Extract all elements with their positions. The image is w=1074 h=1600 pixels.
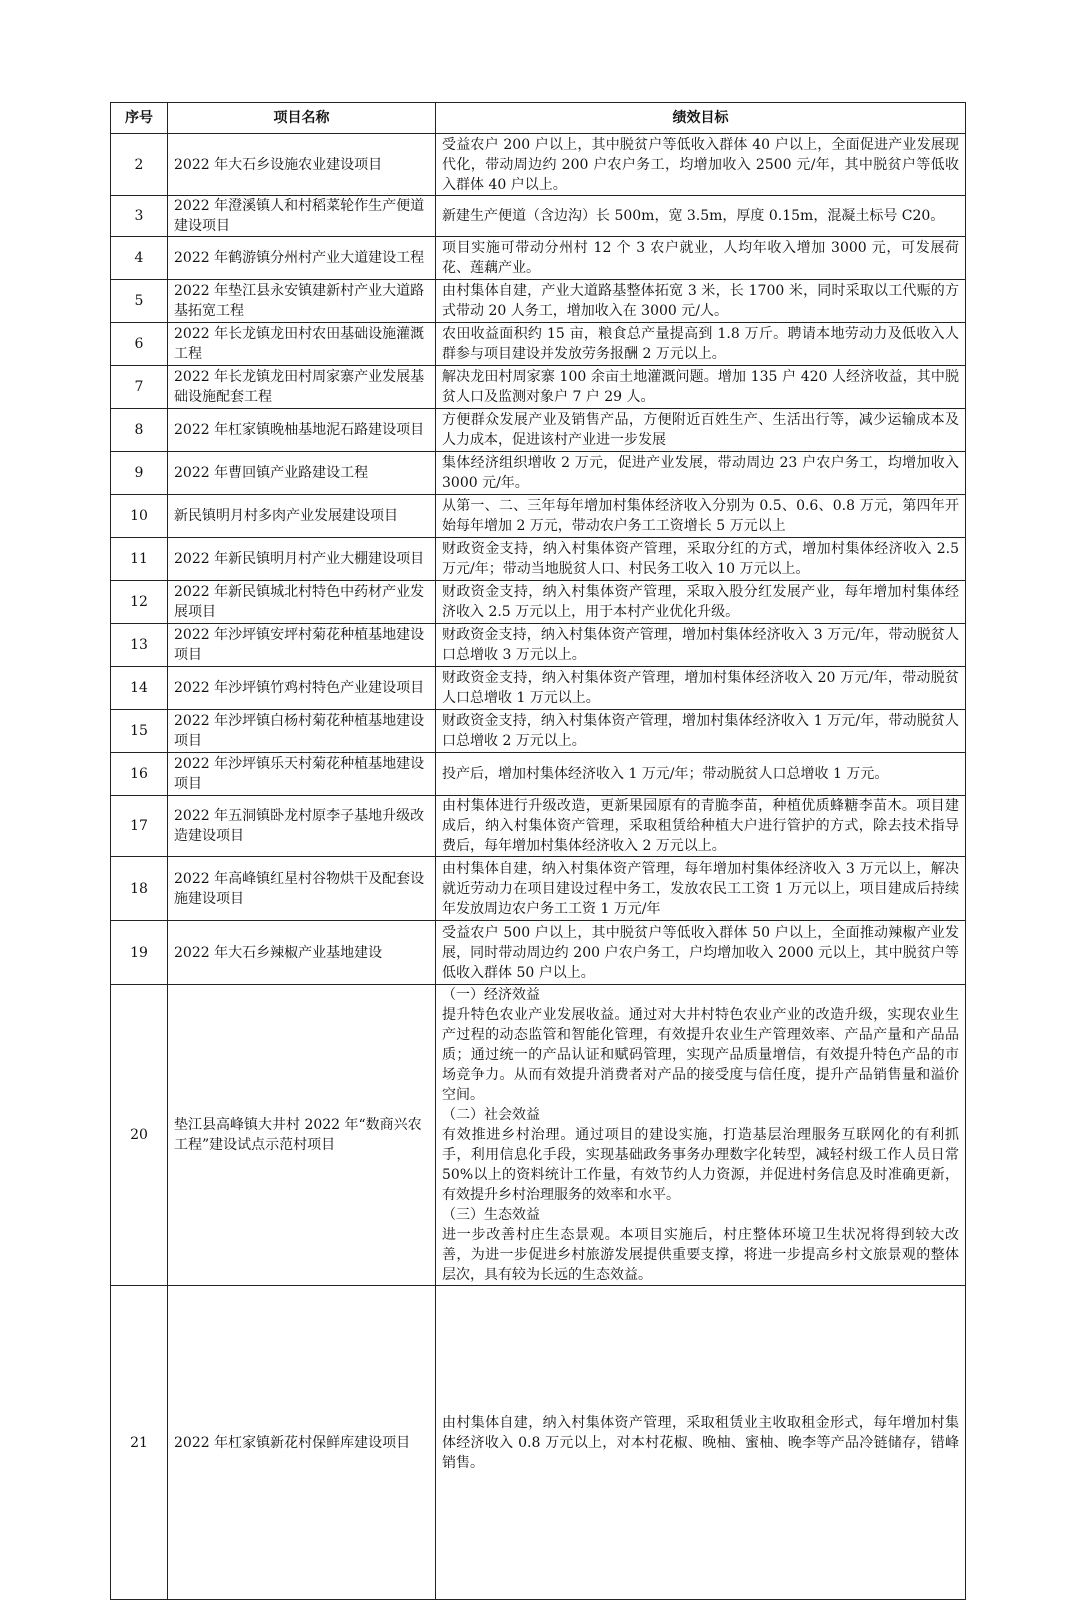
goal-paragraph: 进一步改善村庄生态景观。本项目实施后，村庄整体环境卫生状况将得到较大改善，为进一步促进乡村旅游发展提供重要支撑，将进一步提高乡村文旅景观的整体层次，具有较为长远的生态效益。 <box>442 1227 959 1283</box>
table-row <box>111 921 966 985</box>
row-performance-goal <box>436 753 966 796</box>
row-serial-number: 4 <box>111 237 168 280</box>
row-serial-number: 20 <box>111 985 168 1286</box>
row-serial-number: 17 <box>111 796 168 857</box>
row-project-name: 垫江县高峰镇大井村 2022 年“数商兴农工程”建设试点示范村项目 <box>168 985 436 1286</box>
table-row <box>111 710 966 753</box>
row-serial-number: 16 <box>111 753 168 796</box>
table-row <box>111 409 966 452</box>
goal-paragraph: 财政资金支持，纳入村集体资产管理，增加村集体经济收入 1 万元/年，带动脱贫人口总增收 2 万元以上。 <box>442 713 959 749</box>
row-project-name: 2022 年沙坪镇竹鸡村特色产业建设项目 <box>168 667 436 710</box>
row-serial-number: 9 <box>111 452 168 495</box>
goal-paragraph: （三）生态效益 <box>442 1207 540 1223</box>
goal-paragraph: 财政资金支持，纳入村集体资产管理，采取分红的方式，增加村集体经济收入 2.5 万元/年；带动当地脱贫人口、村民务工收入 10 万元以上。 <box>442 541 959 577</box>
table-row <box>111 667 966 710</box>
table-row <box>111 985 966 1286</box>
row-serial-number: 15 <box>111 710 168 753</box>
table-row <box>111 452 966 495</box>
row-project-name: 新民镇明月村多肉产业发展建设项目 <box>168 495 436 538</box>
goal-paragraph: 解决龙田村周家寨 100 余亩土地灌溉问题。增加 135 户 420 人经济收益，其中脱贫人口及监测对象户 7 户 29 人。 <box>442 369 959 405</box>
row-project-name: 2022 年鹤游镇分州村产业大道建设工程 <box>168 237 436 280</box>
row-project-name: 2022 年沙坪镇白杨村菊花种植基地建设项目 <box>168 710 436 753</box>
goal-paragraph: 财政资金支持，纳入村集体资产管理，增加村集体经济收入 3 万元/年，带动脱贫人口总增收 3 万元以上。 <box>442 627 959 663</box>
table-row <box>111 134 966 196</box>
table-row <box>111 624 966 667</box>
row-serial-number: 6 <box>111 323 168 366</box>
goal-paragraph: 有效推进乡村治理。通过项目的建设实施，打造基层治理服务互联网化的有利抓手，利用信息化手段，实现基础政务事务办理数字化转型，减轻村级工作人员日常 50%以上的资料统计工作量，有效节约人力资源，并促进村务信息及时准确更新，有效提升乡村治理服务的效率和水平。 <box>442 1127 959 1203</box>
row-performance-goal <box>436 196 966 237</box>
table-row <box>111 538 966 581</box>
row-project-name: 2022 年沙坪镇乐天村菊花种植基地建设项目 <box>168 753 436 796</box>
row-serial-number: 7 <box>111 366 168 409</box>
table-row <box>111 1286 966 1600</box>
goal-paragraph: 受益农户 500 户以上，其中脱贫户等低收入群体 50 户以上，全面推动辣椒产业发展，同时带动周边约 200 户农户务工，户均增加收入 2000 元以上，其中脱贫户等低收入群体 50 户以上。 <box>442 924 959 981</box>
row-project-name: 2022 年长龙镇龙田村农田基础设施灌溉工程 <box>168 323 436 366</box>
table-row <box>111 857 966 921</box>
goal-paragraph: 财政资金支持，纳入村集体资产管理，增加村集体经济收入 20 万元/年，带动脱贫人口总增收 1 万元以上。 <box>442 670 959 706</box>
table-header-row <box>111 103 966 134</box>
table-row <box>111 323 966 366</box>
row-serial-number: 18 <box>111 857 168 921</box>
row-project-name: 2022 年长龙镇龙田村周家寨产业发展基础设施配套工程 <box>168 366 436 409</box>
row-performance-goal <box>436 538 966 581</box>
row-performance-goal <box>436 921 966 985</box>
row-project-name: 2022 年垫江县永安镇建新村产业大道路基拓宽工程 <box>168 280 436 323</box>
row-project-name: 2022 年大石乡设施农业建设项目 <box>168 134 436 196</box>
row-performance-goal <box>436 495 966 538</box>
table-row <box>111 280 966 323</box>
row-project-name: 2022 年高峰镇红星村谷物烘干及配套设施建设项目 <box>168 857 436 921</box>
row-performance-goal <box>436 857 966 921</box>
row-performance-goal <box>436 1286 966 1600</box>
row-performance-goal <box>436 710 966 753</box>
row-performance-goal <box>436 134 966 196</box>
goal-paragraph: 由村集体进行升级改造，更新果园原有的青脆李苗，种植优质蜂糖李苗木。项目建成后，纳入村集体资产管理，采取租赁给种植大户进行管护的方式，除去技术指导费后，每年增加村集体经济收入 2 万元以上。 <box>442 798 959 854</box>
row-serial-number: 19 <box>111 921 168 985</box>
row-serial-number: 12 <box>111 581 168 624</box>
row-project-name: 2022 年澄溪镇人和村稻菜轮作生产便道建设项目 <box>168 196 436 237</box>
row-project-name: 2022 年新民镇明月村产业大棚建设项目 <box>168 538 436 581</box>
row-serial-number: 5 <box>111 280 168 323</box>
goal-paragraph: 受益农户 200 户以上，其中脱贫户等低收入群体 40 户以上，全面促进产业发展现代化，带动周边约 200 户农户务工，均增加收入 2500 元/年，其中脱贫户等低收入群体 40 户以上。 <box>442 136 959 193</box>
row-project-name: 2022 年大石乡辣椒产业基地建设 <box>168 921 436 985</box>
header-performance-goal: 绩效目标 <box>436 103 966 134</box>
row-project-name: 2022 年杠家镇晚柚基地泥石路建设项目 <box>168 409 436 452</box>
goal-paragraph: 新建生产便道（含边沟）长 500m，宽 3.5m，厚度 0.15m，混凝土标号 C20。 <box>442 208 945 224</box>
row-performance-goal <box>436 409 966 452</box>
row-performance-goal <box>436 323 966 366</box>
goal-paragraph: 集体经济组织增收 2 万元，促进产业发展，带动周边 23 户农户务工，均增加收入 3000 元/年。 <box>442 455 959 491</box>
row-performance-goal <box>436 985 966 1286</box>
goal-paragraph: 财政资金支持，纳入村集体资产管理，采取入股分红发展产业，每年增加村集体经济收入 2.5 万元以上，用于本村产业优化升级。 <box>442 584 959 620</box>
header-serial-number: 序号 <box>111 103 168 134</box>
goal-paragraph: （二）社会效益 <box>442 1107 540 1123</box>
row-performance-goal <box>436 667 966 710</box>
table-body <box>111 134 966 1600</box>
row-serial-number: 3 <box>111 196 168 237</box>
table-row <box>111 796 966 857</box>
goal-paragraph: （一）经济效益 <box>442 987 540 1003</box>
row-project-name: 2022 年沙坪镇安坪村菊花种植基地建设项目 <box>168 624 436 667</box>
goal-paragraph: 方便群众发展产业及销售产品，方便附近百姓生产、生活出行等，减少运输成本及人力成本，促进该村产业进一步发展 <box>442 412 959 448</box>
row-project-name: 2022 年五洞镇卧龙村原李子基地升级改造建设项目 <box>168 796 436 857</box>
row-serial-number: 21 <box>111 1286 168 1600</box>
goal-paragraph: 项目实施可带动分州村 12 个 3 农户就业，人均年收入增加 3000 元，可发展荷花、莲藕产业。 <box>442 240 959 276</box>
row-serial-number: 11 <box>111 538 168 581</box>
goal-paragraph: 提升特色农业产业发展收益。通过对大井村特色农业产业的改造升级，实现农业生产过程的动态监管和智能化管理，有效提升农业生产管理效率、产品产量和产品品质；通过统一的产品认证和赋码管理，实现产品质量增信，有效提升特色产品的市场竞争力。从而有效提升消费者对产品的接受度与信任度，提升产品销售量和溢价空间。 <box>442 1007 959 1103</box>
performance-goals-table <box>110 102 966 1600</box>
goal-paragraph: 由村集体自建，纳入村集体资产管理，每年增加村集体经济收入 3 万元以上，解决就近劳动力在项目建设过程中务工，发放农民工工资 1 万元以上，项目建成后持续年发放周边农户务工工资 1 万元/年 <box>442 860 959 917</box>
table-row <box>111 495 966 538</box>
row-performance-goal <box>436 237 966 280</box>
table-row <box>111 581 966 624</box>
row-serial-number: 14 <box>111 667 168 710</box>
goal-paragraph: 投产后，增加村集体经济收入 1 万元/年；带动脱贫人口总增收 1 万元。 <box>442 766 889 782</box>
table-row <box>111 196 966 237</box>
header-project-name: 项目名称 <box>168 103 436 134</box>
row-project-name: 2022 年新民镇城北村特色中药材产业发展项目 <box>168 581 436 624</box>
row-performance-goal <box>436 366 966 409</box>
row-performance-goal <box>436 452 966 495</box>
table-row <box>111 237 966 280</box>
row-performance-goal <box>436 624 966 667</box>
table-row <box>111 753 966 796</box>
row-performance-goal <box>436 581 966 624</box>
row-performance-goal <box>436 796 966 857</box>
row-serial-number: 13 <box>111 624 168 667</box>
goal-paragraph: 农田收益面积约 15 亩，粮食总产量提高到 1.8 万斤。聘请本地劳动力及低收入人群参与项目建设并发放劳务报酬 2 万元以上。 <box>442 326 959 362</box>
row-performance-goal <box>436 280 966 323</box>
row-project-name: 2022 年杠家镇新花村保鲜库建设项目 <box>168 1286 436 1600</box>
goal-paragraph: 由村集体自建，纳入村集体资产管理，采取租赁业主收取租金形式，每年增加村集体经济收入 0.8 万元以上，对本村花椒、晚柚、蜜柚、晚李等产品冷链储存，错峰销售。 <box>442 1414 959 1471</box>
goal-paragraph: 从第一、二、三年每年增加村集体经济收入分别为 0.5、0.6、0.8 万元，第四年开始每年增加 2 万元，带动农户务工工资增长 5 万元以上 <box>442 498 959 534</box>
row-project-name: 2022 年曹回镇产业路建设工程 <box>168 452 436 495</box>
row-serial-number: 2 <box>111 134 168 196</box>
row-serial-number: 8 <box>111 409 168 452</box>
table-row <box>111 366 966 409</box>
row-serial-number: 10 <box>111 495 168 538</box>
goal-paragraph: 由村集体自建，产业大道路基整体拓宽 3 米，长 1700 米，同时采取以工代赈的方式带动 20 人务工，增加收入在 3000 元/人。 <box>442 283 959 319</box>
